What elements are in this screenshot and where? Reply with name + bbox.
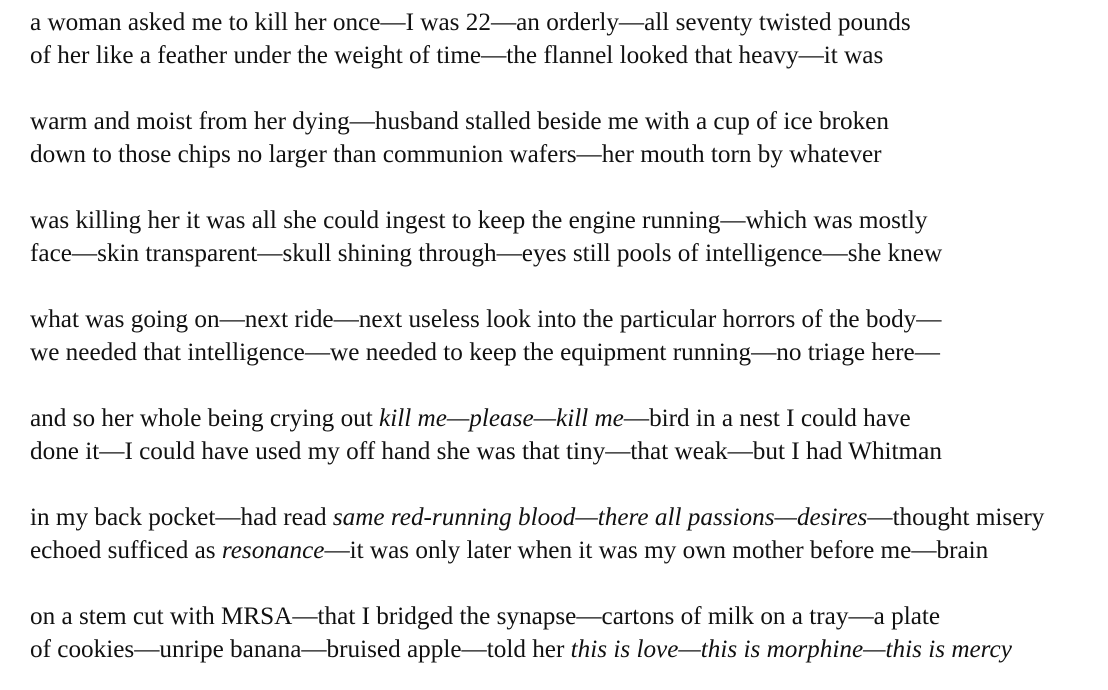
poem-line (30, 138, 1100, 171)
italic-phrase: this is love—this is morphine—this is mercy (570, 636, 1012, 663)
poem-line (30, 39, 1100, 72)
poem-line (30, 402, 1100, 435)
text-segment: what was going on—next ride—next useless look into the particular horrors of the body— (30, 306, 942, 333)
stanza (30, 204, 1100, 270)
poem-line (30, 105, 1100, 138)
text-segment: —thought misery (867, 504, 1045, 531)
text-segment: of cookies—unripe banana—bruised apple—told her (30, 636, 571, 663)
text-segment: and so her whole being crying out (30, 405, 380, 432)
poem-line (30, 600, 1100, 633)
text-segment: a woman asked me to kill her once—I was 22—an orderly—all seventy twisted pounds (30, 9, 911, 36)
text-segment: we needed that intelligence—we needed to keep the equipment running—no triage here— (30, 339, 940, 366)
poem-body (30, 6, 1100, 666)
italic-phrase: resonance (221, 537, 325, 564)
text-segment: down to those chips no larger than communion wafers—her mouth torn by whatever (30, 141, 882, 168)
text-segment: —it was only later when it was my own mother before me—brain (324, 537, 989, 564)
text-segment: warm and moist from her dying—husband stalled beside me with a cup of ice broken (30, 108, 889, 135)
poem-line (30, 435, 1100, 468)
poem-line (30, 633, 1100, 666)
text-segment: was killing her it was all she could ingest to keep the engine running—which was mostly (30, 207, 928, 234)
italic-phrase: kill me—please—kill me (379, 405, 624, 432)
text-segment: face—skin transparent—skull shining through—eyes still pools of intelligence—she knew (30, 240, 943, 267)
text-segment: of her like a feather under the weight of time—the flannel looked that heavy—it was (30, 42, 884, 69)
poem-line (30, 534, 1100, 567)
stanza (30, 600, 1100, 666)
text-segment: on a stem cut with MRSA—that I bridged the synapse—cartons of milk on a tray—a plate (30, 603, 941, 630)
poem-line (30, 237, 1100, 270)
text-segment: —bird in a nest I could have (623, 405, 911, 432)
poem-line (30, 501, 1100, 534)
italic-phrase: same red-running blood—there all passions—desires (332, 504, 868, 531)
poem-line (30, 303, 1100, 336)
poem-line (30, 6, 1100, 39)
text-segment: echoed sufficed as (30, 537, 222, 564)
poem-line (30, 336, 1100, 369)
stanza (30, 303, 1100, 369)
text-segment: in my back pocket—had read (30, 504, 333, 531)
text-segment: done it—I could have used my off hand she was that tiny—that weak—but I had Whitman (30, 438, 942, 465)
poem-line (30, 204, 1100, 237)
stanza (30, 402, 1100, 468)
stanza (30, 6, 1100, 72)
stanza (30, 105, 1100, 171)
stanza (30, 501, 1100, 567)
